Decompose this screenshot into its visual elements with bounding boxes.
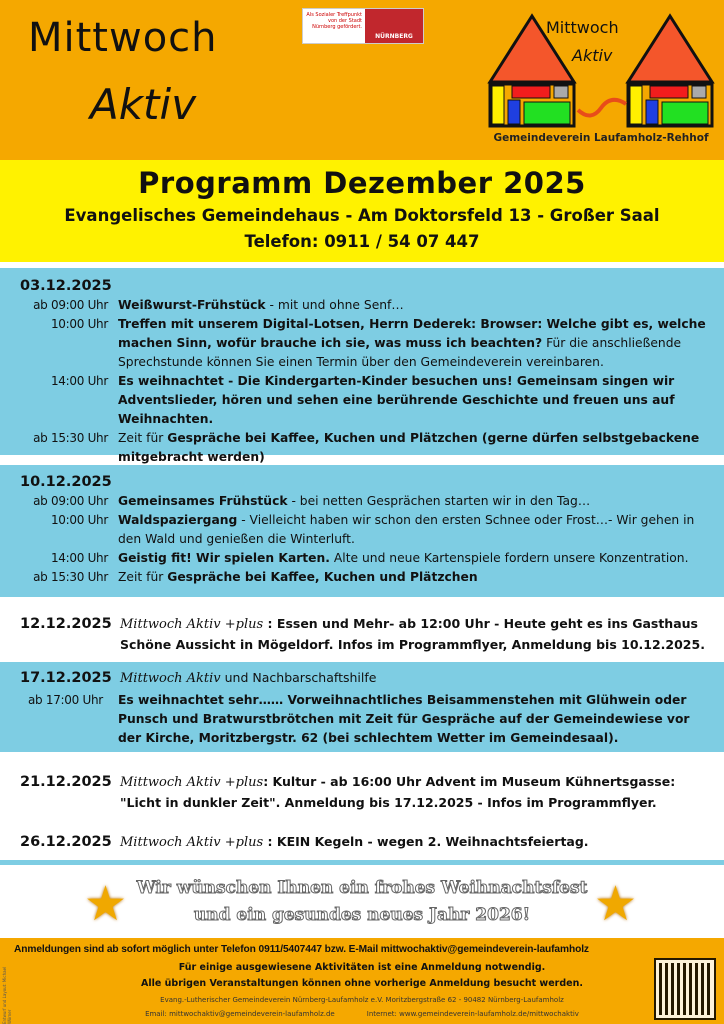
event-description: : KEIN Kegeln - wegen 2. Weihnachtsfeiertag. — [263, 834, 589, 849]
text-segment: Treffen mit unserem Digital-Lotsen, Herrn Dederek: Browser: Welche gibt es, welche machen Sinn, wofür brauche ich sie, was muss ich beachten? — [118, 317, 706, 350]
logo-right-line2: Aktiv — [572, 46, 613, 65]
star-icon: ★ — [594, 876, 638, 932]
event-title: und Nachbarschaftshilfe — [220, 670, 377, 685]
page-title: Programm Dezember 2025 — [138, 166, 586, 200]
logo-right-line1: Mittwoch — [546, 18, 619, 37]
text-segment: Gespräche bei Kaffee, Kuchen und Plätzchen (gerne dürfen selbstgebackene mitgebracht werden) — [118, 431, 700, 464]
wishes-line1: Wir wünschen Ihnen ein frohes Weihnachtsfest — [136, 878, 588, 898]
star-icon: ★ — [84, 876, 128, 932]
event-text — [120, 832, 712, 853]
phone: Telefon: 0911 / 54 07 447 — [244, 232, 480, 251]
event-text — [118, 372, 712, 429]
event-text — [118, 568, 712, 587]
registration-info: Anmeldungen sind ab sofort möglich unter Telefon 0911/5407447 bzw. E-Mail mittwochaktiv@gemeindeverein-laufamholz — [14, 944, 589, 955]
schedule-entry — [20, 549, 712, 568]
event-time: 10:00 Uhr — [50, 317, 108, 331]
text-segment: Zeit für — [118, 570, 168, 584]
event-time: 14:00 Uhr — [50, 374, 108, 388]
text-segment: - mit und ohne Senf… — [265, 298, 404, 312]
footer-note: Alle übrigen Veranstaltungen können ohne vorherige Anmeldung besucht werden. — [141, 978, 583, 989]
text-segment: Weißwurst-Frühstück — [118, 298, 266, 312]
event-date: 10.12.2025 — [20, 474, 112, 490]
plus-event — [0, 606, 724, 655]
schedule-entry — [20, 511, 712, 549]
schedule-entry — [20, 372, 712, 429]
logo-line1: Mittwoch — [28, 15, 218, 61]
event-date: 03.12.2025 — [20, 278, 112, 294]
event-text — [120, 772, 712, 813]
event-text — [118, 296, 712, 315]
event-time: ab 09:00 Uhr — [33, 298, 108, 312]
qr-code[interactable] — [656, 960, 714, 1018]
footer-website[interactable]: Internet: www.gemeindeverein-laufamholz.de/mittwochaktiv — [366, 1010, 579, 1018]
event-description: : Essen und Mehr- ab 12:00 Uhr - Heute geht es ins Gasthaus Schöne Aussicht in Mögeldorf. Infos im Programmflyer, Anmeldung bis 10.12.2025. — [120, 616, 705, 652]
neighbor-section — [0, 662, 724, 748]
schedule-entry — [20, 568, 712, 587]
text-segment: Geistig fit! Wir spielen Karten. — [118, 551, 330, 565]
text-segment: - Vielleicht haben wir schon den ersten Schnee oder Frost…- Wir gehen in den Wald und genießen die Winterluft. — [118, 513, 695, 546]
text-segment: Gemeinsames Frühstück — [118, 494, 288, 508]
schedule-entry — [20, 296, 712, 315]
mittwoch-aktiv-plus-logo: Mittwoch Aktiv +plus — [120, 617, 264, 632]
schedule-entry — [20, 315, 712, 372]
plus-event — [0, 764, 724, 813]
event-description: : Kultur - ab 16:00 Uhr Advent im Museum Kühnertsgasse: "Licht in dunkler Zeit". Anmeldung bis 17.12.2025 - Infos im Programmflyer. — [120, 774, 676, 810]
text-segment: Zeit für — [118, 431, 168, 445]
logo-right-subtitle: Gemeindeverein Laufamholz-Rehhof — [493, 132, 709, 144]
logo-line2: Aktiv — [90, 80, 197, 129]
mittwoch-aktiv-plus-logo: Mittwoch Aktiv +plus — [120, 835, 264, 850]
event-time: ab 15:30 Uhr — [33, 570, 108, 584]
day-section — [0, 268, 724, 467]
event-time: 14:00 Uhr — [50, 551, 108, 565]
event-text — [118, 549, 712, 568]
footer-note: Für einige ausgewiesene Aktivitäten ist eine Anmeldung notwendig. — [178, 962, 546, 973]
text-segment: Es weihnachtet - Die Kindergarten-Kinder besuchen uns! Gemeinsam singen wir Adventslieder, hören und sehen eine berührende Geschichte und freuen uns auf Weihnachten. — [118, 374, 675, 426]
location: Evangelisches Gemeindehaus - Am Doktorsfeld 13 - Großer Saal — [64, 206, 660, 225]
design-credit: Entwurf und Layout: Michael Wörner — [2, 966, 12, 1024]
event-time: ab 15:30 Uhr — [33, 431, 108, 445]
footer-email[interactable]: Email: mittwochaktiv@gemeindeverein-laufamholz.de — [145, 1010, 335, 1018]
event-text — [118, 492, 712, 511]
gemeindeverein-logo — [486, 12, 716, 147]
event-text — [120, 614, 712, 655]
schedule-entry — [20, 429, 712, 467]
mittwoch-aktiv-logo: Mittwoch Aktiv — [120, 671, 221, 686]
sponsor-text: Als Sozialer Treffpunkt von der Stadt Nürnberg gefördert. — [303, 9, 365, 43]
event-date: 21.12.2025 — [20, 774, 112, 790]
christmas-wishes — [0, 875, 724, 932]
mittwoch-aktiv-logo — [28, 15, 218, 129]
text-segment: Für die anschließende Sprechstunde können Sie einen Termin über den Gemeindeverein vereinbaren. — [118, 336, 682, 369]
plus-event — [0, 824, 724, 853]
nuernberg-sponsor-badge — [302, 8, 424, 44]
sponsor-city: NÜRNBERG — [365, 9, 423, 43]
footer — [0, 938, 724, 1024]
event-date: 12.12.2025 — [20, 616, 112, 632]
footer-address: Evang.-Lutherischer Gemeindeverein Nürnberg-Laufamholz e.V. Moritzbergstraße 62 - 90482 Nürnberg-Laufamholz — [160, 996, 564, 1004]
text-segment: Waldspaziergang — [118, 513, 238, 527]
event-date: 26.12.2025 — [20, 834, 112, 850]
wishes-line2: und ein gesundes neues Jahr 2026! — [193, 905, 531, 925]
event-text — [118, 511, 712, 549]
text-segment: Gespräche bei Kaffee, Kuchen und Plätzchen — [167, 570, 478, 584]
event-time: ab 09:00 Uhr — [33, 494, 108, 508]
event-text — [118, 315, 712, 372]
event-text — [118, 429, 712, 467]
text-segment: - bei netten Gesprächen starten wir in den Tag… — [287, 494, 591, 508]
divider — [0, 860, 724, 865]
event-time: ab 17:00 Uhr — [28, 693, 103, 707]
event-time: 10:00 Uhr — [50, 513, 108, 527]
mittwoch-aktiv-plus-logo: Mittwoch Aktiv +plus — [120, 775, 264, 790]
event-text: Es weihnachtet sehr…… Vorweihnachtliches Beisammenstehen mit Glühwein oder Punsch und Bratwurstbrötchen mit Zeit für Gespräche auf der Gemeindewiese vor der Kirche, Moritzbergstr. 62 (bei schlechtem Wetter im Gemeindesaal). — [118, 693, 690, 745]
schedule-entry — [20, 492, 712, 511]
event-date: 17.12.2025 — [20, 670, 112, 686]
text-segment: Alte und neue Kartenspiele fordern unsere Konzentration. — [329, 551, 689, 565]
day-section — [0, 464, 724, 587]
